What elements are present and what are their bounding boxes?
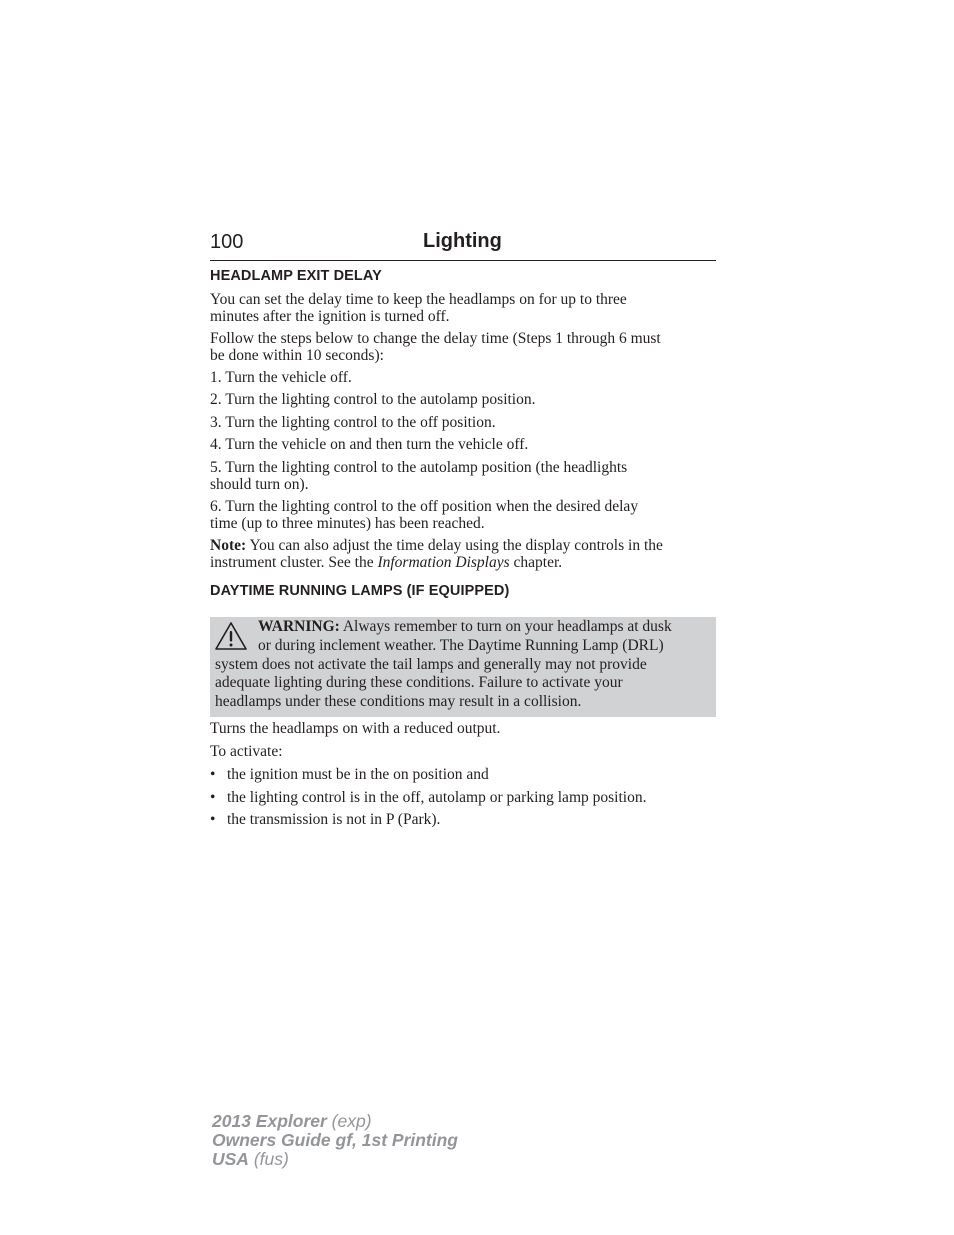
activate-label: To activate: [210, 743, 283, 760]
bullet-icon: • [210, 766, 216, 783]
step-5: 5. Turn the lighting control to the autolamp position (the headlights should turn on). [210, 459, 628, 493]
step-4: 4. Turn the vehicle on and then turn the vehicle off. [210, 436, 529, 453]
page-number: 100 [210, 231, 244, 253]
warning-label: WARNING: [258, 618, 340, 635]
step-3: 3. Turn the lighting control to the off position. [210, 414, 496, 431]
bullet-icon: • [210, 789, 216, 806]
intro-paragraph: You can set the delay time to keep the headlamps on for up to three minutes after the ignition is turned off. [210, 291, 627, 325]
footer-model: 2013 Explorer [212, 1111, 327, 1131]
list-item: • the transmission is not in P (Park). [210, 811, 441, 828]
section-heading-headlamp-exit-delay: HEADLAMP EXIT DELAY [210, 268, 382, 284]
step-2: 2. Turn the lighting control to the autolamp position. [210, 391, 536, 408]
page-header [210, 230, 716, 261]
note-label: Note: [210, 537, 247, 554]
cross-reference: Information Displays [377, 553, 510, 571]
follow-paragraph: Follow the steps below to change the delay time (Steps 1 through 6 must be done within 10 seconds): [210, 330, 661, 364]
page-footer: 2013 Explorer (exp) Owners Guide gf, 1st Printing USA (fus) [212, 1111, 458, 1169]
list-item: • the ignition must be in the on position and [210, 766, 489, 783]
bullet-icon: • [210, 811, 216, 828]
warning-text: WARNING: Always remember to turn on your headlamps at dusk or during inclement weather. The Daytime Running Lamp (DRL) system does not activate the tail lamps and generally may not provide adequate lighting during these conditions. Failure to activate your headlamps under these conditions may result in a collision. [215, 618, 672, 711]
footer-guide: Owners Guide gf, 1st Printing [212, 1130, 458, 1150]
footer-region: USA [212, 1149, 249, 1169]
list-item: • the lighting control is in the off, autolamp or parking lamp position. [210, 789, 647, 806]
step-6: 6. Turn the lighting control to the off position when the desired delay time (up to three minutes) has been reached. [210, 498, 639, 532]
step-1: 1. Turn the vehicle off. [210, 369, 352, 386]
drl-description: Turns the headlamps on with a reduced output. [210, 720, 501, 737]
chapter-title: Lighting [423, 230, 502, 252]
warning-box [210, 617, 716, 717]
section-heading-daytime-running-lamps: DAYTIME RUNNING LAMPS (IF EQUIPPED) [210, 583, 510, 599]
note-paragraph: Note: You can also adjust the time delay using the display controls in the instrument cluster. See the Information Displays chapter. [210, 537, 663, 571]
